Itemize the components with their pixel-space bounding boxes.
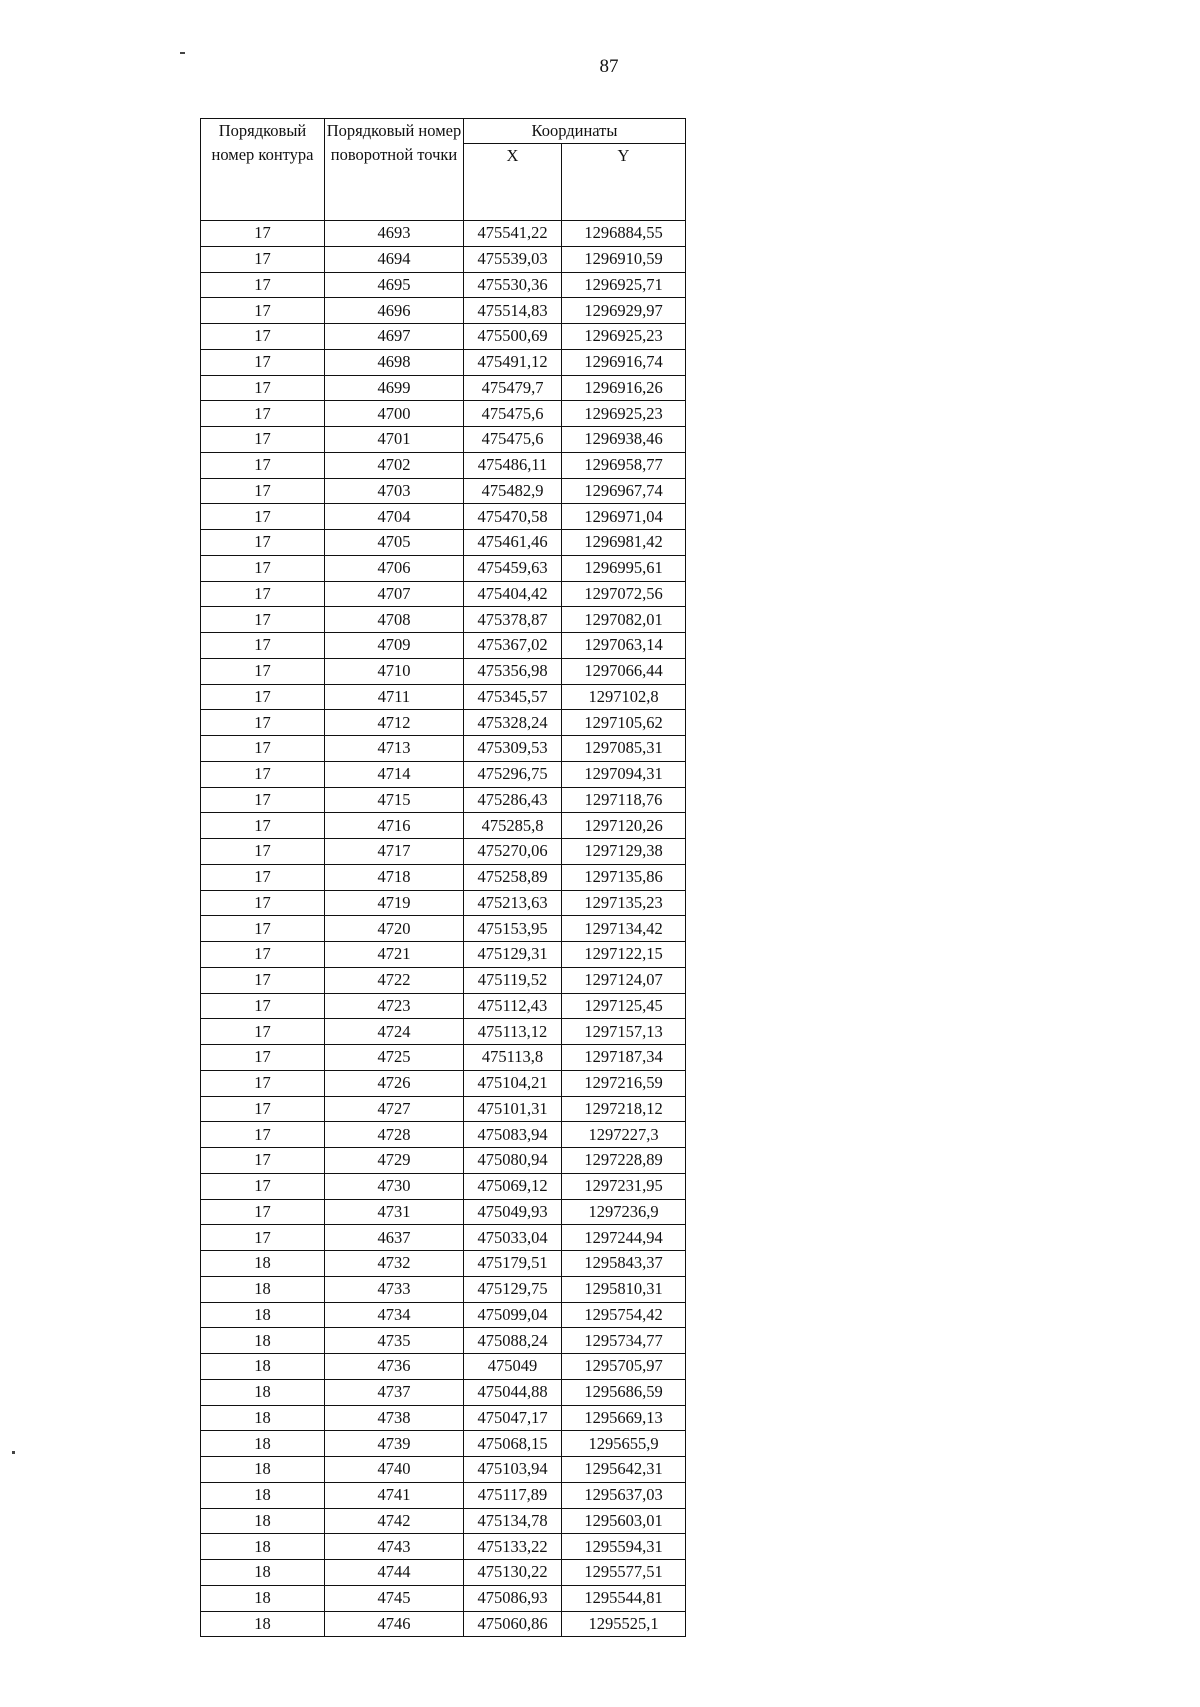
cell-y: 1297072,56: [562, 581, 686, 607]
table-row: [201, 478, 686, 504]
cell-y: 1297066,44: [562, 658, 686, 684]
cell-x: 475112,43: [464, 993, 562, 1019]
cell-contour-number: 18: [201, 1611, 325, 1637]
cell-x: 475088,24: [464, 1328, 562, 1354]
cell-contour-number: 17: [201, 864, 325, 890]
cell-contour-number: 18: [201, 1354, 325, 1380]
cell-point-number: 4707: [325, 581, 464, 607]
cell-contour-number: 18: [201, 1585, 325, 1611]
cell-x: 475113,12: [464, 1019, 562, 1045]
cell-contour-number: 17: [201, 504, 325, 530]
scan-speck: [180, 52, 185, 54]
table-row: [201, 1251, 686, 1277]
cell-contour-number: 17: [201, 1225, 325, 1251]
cell-y: 1296910,59: [562, 246, 686, 272]
cell-x: 475475,6: [464, 401, 562, 427]
cell-x: 475033,04: [464, 1225, 562, 1251]
cell-point-number: 4703: [325, 478, 464, 504]
cell-point-number: 4710: [325, 658, 464, 684]
table-row: [201, 684, 686, 710]
cell-x: 475378,87: [464, 607, 562, 633]
table-row: [201, 427, 686, 453]
cell-y: 1296929,97: [562, 298, 686, 324]
header-point-number: Порядковый номер поворотной точки: [325, 119, 464, 221]
cell-x: 475080,94: [464, 1148, 562, 1174]
cell-contour-number: 17: [201, 452, 325, 478]
cell-y: 1295754,42: [562, 1302, 686, 1328]
cell-contour-number: 17: [201, 787, 325, 813]
cell-x: 475134,78: [464, 1508, 562, 1534]
table-row: [201, 324, 686, 350]
cell-y: 1297122,15: [562, 942, 686, 968]
table-row: [201, 1431, 686, 1457]
cell-y: 1297227,3: [562, 1122, 686, 1148]
cell-point-number: 4697: [325, 324, 464, 350]
cell-x: 475099,04: [464, 1302, 562, 1328]
cell-point-number: 4730: [325, 1173, 464, 1199]
cell-y: 1295603,01: [562, 1508, 686, 1534]
cell-contour-number: 18: [201, 1482, 325, 1508]
cell-contour-number: 17: [201, 813, 325, 839]
cell-contour-number: 17: [201, 1019, 325, 1045]
cell-point-number: 4746: [325, 1611, 464, 1637]
table-row: [201, 1122, 686, 1148]
cell-x: 475101,31: [464, 1096, 562, 1122]
cell-point-number: 4738: [325, 1405, 464, 1431]
cell-x: 475404,42: [464, 581, 562, 607]
table-row: [201, 349, 686, 375]
cell-point-number: 4698: [325, 349, 464, 375]
table-row: [201, 401, 686, 427]
coordinates-table: [200, 118, 686, 1637]
cell-point-number: 4745: [325, 1585, 464, 1611]
table-row: [201, 1457, 686, 1483]
cell-y: 1295705,97: [562, 1354, 686, 1380]
cell-x: 475179,51: [464, 1251, 562, 1277]
cell-y: 1297085,31: [562, 736, 686, 762]
cell-x: 475486,11: [464, 452, 562, 478]
cell-contour-number: 17: [201, 349, 325, 375]
table-row: [201, 710, 686, 736]
table-row: [201, 504, 686, 530]
cell-contour-number: 17: [201, 942, 325, 968]
cell-y: 1296884,55: [562, 221, 686, 247]
table-row: [201, 1611, 686, 1637]
cell-x: 475296,75: [464, 761, 562, 787]
table-row: [201, 298, 686, 324]
cell-y: 1297228,89: [562, 1148, 686, 1174]
table-row: [201, 864, 686, 890]
cell-y: 1296981,42: [562, 530, 686, 556]
table-row: [201, 1173, 686, 1199]
cell-x: 475285,8: [464, 813, 562, 839]
cell-x: 475461,46: [464, 530, 562, 556]
cell-contour-number: 17: [201, 298, 325, 324]
cell-y: 1297236,9: [562, 1199, 686, 1225]
cell-x: 475491,12: [464, 349, 562, 375]
cell-y: 1297124,07: [562, 967, 686, 993]
cell-contour-number: 17: [201, 1070, 325, 1096]
table-row: [201, 375, 686, 401]
table-row: [201, 1560, 686, 1586]
cell-contour-number: 17: [201, 607, 325, 633]
cell-x: 475129,75: [464, 1276, 562, 1302]
cell-y: 1297094,31: [562, 761, 686, 787]
table-row: [201, 736, 686, 762]
table-row: [201, 1302, 686, 1328]
cell-x: 475133,22: [464, 1534, 562, 1560]
cell-x: 475153,95: [464, 916, 562, 942]
cell-contour-number: 17: [201, 736, 325, 762]
cell-y: 1295544,81: [562, 1585, 686, 1611]
cell-point-number: 4699: [325, 375, 464, 401]
cell-contour-number: 17: [201, 221, 325, 247]
cell-y: 1295810,31: [562, 1276, 686, 1302]
cell-point-number: 4718: [325, 864, 464, 890]
cell-contour-number: 18: [201, 1560, 325, 1586]
cell-point-number: 4728: [325, 1122, 464, 1148]
cell-y: 1297218,12: [562, 1096, 686, 1122]
cell-contour-number: 17: [201, 710, 325, 736]
cell-point-number: 4714: [325, 761, 464, 787]
cell-point-number: 4693: [325, 221, 464, 247]
table-row: [201, 1148, 686, 1174]
cell-y: 1297125,45: [562, 993, 686, 1019]
table-row: [201, 813, 686, 839]
cell-x: 475068,15: [464, 1431, 562, 1457]
cell-x: 475270,06: [464, 839, 562, 865]
cell-contour-number: 17: [201, 530, 325, 556]
table-row: [201, 555, 686, 581]
cell-point-number: 4702: [325, 452, 464, 478]
cell-point-number: 4708: [325, 607, 464, 633]
cell-x: 475083,94: [464, 1122, 562, 1148]
cell-x: 475367,02: [464, 633, 562, 659]
cell-contour-number: 17: [201, 993, 325, 1019]
cell-point-number: 4694: [325, 246, 464, 272]
table-row: [201, 1276, 686, 1302]
table-row: [201, 1354, 686, 1380]
cell-contour-number: 17: [201, 1122, 325, 1148]
cell-contour-number: 17: [201, 839, 325, 865]
cell-contour-number: 17: [201, 633, 325, 659]
table-row: [201, 633, 686, 659]
table-row: [201, 761, 686, 787]
table-row: [201, 942, 686, 968]
cell-y: 1295734,77: [562, 1328, 686, 1354]
header-y: Y: [562, 144, 686, 221]
cell-y: 1297063,14: [562, 633, 686, 659]
cell-y: 1296967,74: [562, 478, 686, 504]
cell-contour-number: 17: [201, 761, 325, 787]
cell-x: 475213,63: [464, 890, 562, 916]
cell-point-number: 4726: [325, 1070, 464, 1096]
cell-point-number: 4744: [325, 1560, 464, 1586]
cell-x: 475047,17: [464, 1405, 562, 1431]
cell-point-number: 4731: [325, 1199, 464, 1225]
table-row: [201, 221, 686, 247]
table-row: [201, 1225, 686, 1251]
cell-y: 1297082,01: [562, 607, 686, 633]
cell-point-number: 4722: [325, 967, 464, 993]
cell-point-number: 4696: [325, 298, 464, 324]
cell-y: 1297129,38: [562, 839, 686, 865]
cell-x: 475113,8: [464, 1045, 562, 1071]
cell-x: 475117,89: [464, 1482, 562, 1508]
cell-y: 1295642,31: [562, 1457, 686, 1483]
cell-x: 475069,12: [464, 1173, 562, 1199]
cell-x: 475086,93: [464, 1585, 562, 1611]
cell-y: 1297105,62: [562, 710, 686, 736]
cell-point-number: 4733: [325, 1276, 464, 1302]
cell-point-number: 4717: [325, 839, 464, 865]
cell-contour-number: 17: [201, 967, 325, 993]
cell-x: 475459,63: [464, 555, 562, 581]
cell-point-number: 4695: [325, 272, 464, 298]
cell-point-number: 4719: [325, 890, 464, 916]
table-row: [201, 607, 686, 633]
cell-x: 475470,58: [464, 504, 562, 530]
cell-contour-number: 18: [201, 1276, 325, 1302]
cell-y: 1296925,23: [562, 401, 686, 427]
cell-contour-number: 17: [201, 916, 325, 942]
cell-x: 475514,83: [464, 298, 562, 324]
cell-contour-number: 18: [201, 1251, 325, 1277]
cell-y: 1295525,1: [562, 1611, 686, 1637]
table-row: [201, 1199, 686, 1225]
cell-point-number: 4742: [325, 1508, 464, 1534]
table-row: [201, 890, 686, 916]
cell-contour-number: 17: [201, 684, 325, 710]
cell-contour-number: 17: [201, 427, 325, 453]
cell-x: 475328,24: [464, 710, 562, 736]
scan-speck: [12, 1451, 15, 1454]
cell-contour-number: 17: [201, 478, 325, 504]
cell-contour-number: 17: [201, 375, 325, 401]
cell-point-number: 4700: [325, 401, 464, 427]
cell-x: 475119,52: [464, 967, 562, 993]
cell-y: 1295637,03: [562, 1482, 686, 1508]
cell-y: 1297157,13: [562, 1019, 686, 1045]
cell-contour-number: 17: [201, 401, 325, 427]
cell-x: 475060,86: [464, 1611, 562, 1637]
table-row: [201, 272, 686, 298]
cell-x: 475345,57: [464, 684, 562, 710]
cell-y: 1297216,59: [562, 1070, 686, 1096]
cell-y: 1295686,59: [562, 1379, 686, 1405]
cell-y: 1295594,31: [562, 1534, 686, 1560]
cell-point-number: 4737: [325, 1379, 464, 1405]
cell-contour-number: 18: [201, 1379, 325, 1405]
cell-contour-number: 17: [201, 581, 325, 607]
table-row: [201, 916, 686, 942]
cell-y: 1295577,51: [562, 1560, 686, 1586]
cell-x: 475475,6: [464, 427, 562, 453]
table-row: [201, 530, 686, 556]
cell-point-number: 4637: [325, 1225, 464, 1251]
cell-point-number: 4704: [325, 504, 464, 530]
table-row: [201, 246, 686, 272]
cell-point-number: 4723: [325, 993, 464, 1019]
cell-point-number: 4725: [325, 1045, 464, 1071]
cell-contour-number: 17: [201, 1199, 325, 1225]
header-contour-number: Порядковый номер контура: [201, 119, 325, 221]
cell-x: 475482,9: [464, 478, 562, 504]
cell-x: 475479,7: [464, 375, 562, 401]
cell-x: 475541,22: [464, 221, 562, 247]
cell-x: 475044,88: [464, 1379, 562, 1405]
table-row: [201, 1070, 686, 1096]
cell-contour-number: 17: [201, 272, 325, 298]
table-row: [201, 967, 686, 993]
cell-y: 1297244,94: [562, 1225, 686, 1251]
table-row: [201, 1379, 686, 1405]
cell-x: 475500,69: [464, 324, 562, 350]
page-number: 87: [599, 56, 619, 77]
cell-point-number: 4727: [325, 1096, 464, 1122]
table-row: [201, 993, 686, 1019]
cell-point-number: 4740: [325, 1457, 464, 1483]
cell-x: 475309,53: [464, 736, 562, 762]
cell-contour-number: 17: [201, 1148, 325, 1174]
cell-point-number: 4716: [325, 813, 464, 839]
cell-contour-number: 17: [201, 890, 325, 916]
cell-y: 1297187,34: [562, 1045, 686, 1071]
table-row: [201, 581, 686, 607]
cell-point-number: 4736: [325, 1354, 464, 1380]
header-x: X: [464, 144, 562, 221]
table-row: [201, 787, 686, 813]
cell-contour-number: 18: [201, 1431, 325, 1457]
cell-contour-number: 17: [201, 324, 325, 350]
table-row: [201, 1585, 686, 1611]
cell-y: 1297135,86: [562, 864, 686, 890]
table-row: [201, 839, 686, 865]
cell-point-number: 4741: [325, 1482, 464, 1508]
cell-x: 475530,36: [464, 272, 562, 298]
cell-contour-number: 17: [201, 1096, 325, 1122]
table-row: [201, 1534, 686, 1560]
cell-y: 1296938,46: [562, 427, 686, 453]
cell-x: 475049: [464, 1354, 562, 1380]
cell-point-number: 4701: [325, 427, 464, 453]
cell-point-number: 4743: [325, 1534, 464, 1560]
cell-contour-number: 17: [201, 658, 325, 684]
cell-point-number: 4721: [325, 942, 464, 968]
cell-x: 475130,22: [464, 1560, 562, 1586]
cell-x: 475049,93: [464, 1199, 562, 1225]
cell-x: 475103,94: [464, 1457, 562, 1483]
cell-contour-number: 17: [201, 1173, 325, 1199]
cell-x: 475104,21: [464, 1070, 562, 1096]
table-row: [201, 658, 686, 684]
cell-x: 475258,89: [464, 864, 562, 890]
cell-point-number: 4715: [325, 787, 464, 813]
cell-point-number: 4734: [325, 1302, 464, 1328]
cell-y: 1296916,74: [562, 349, 686, 375]
table-row: [201, 452, 686, 478]
cell-y: 1295655,9: [562, 1431, 686, 1457]
table-row: [201, 1508, 686, 1534]
cell-point-number: 4732: [325, 1251, 464, 1277]
cell-x: 475286,43: [464, 787, 562, 813]
table-row: [201, 1328, 686, 1354]
cell-contour-number: 18: [201, 1508, 325, 1534]
cell-y: 1296971,04: [562, 504, 686, 530]
cell-y: 1297134,42: [562, 916, 686, 942]
cell-contour-number: 18: [201, 1302, 325, 1328]
cell-point-number: 4709: [325, 633, 464, 659]
cell-point-number: 4735: [325, 1328, 464, 1354]
cell-contour-number: 18: [201, 1328, 325, 1354]
cell-y: 1296916,26: [562, 375, 686, 401]
cell-y: 1297231,95: [562, 1173, 686, 1199]
cell-y: 1297120,26: [562, 813, 686, 839]
cell-y: 1296995,61: [562, 555, 686, 581]
table-body: [201, 221, 686, 1637]
cell-point-number: 4724: [325, 1019, 464, 1045]
cell-contour-number: 18: [201, 1405, 325, 1431]
cell-point-number: 4705: [325, 530, 464, 556]
cell-y: 1297135,23: [562, 890, 686, 916]
cell-contour-number: 18: [201, 1534, 325, 1560]
cell-y: 1296925,23: [562, 324, 686, 350]
cell-contour-number: 17: [201, 1045, 325, 1071]
cell-point-number: 4712: [325, 710, 464, 736]
cell-point-number: 4713: [325, 736, 464, 762]
cell-y: 1297118,76: [562, 787, 686, 813]
cell-contour-number: 17: [201, 246, 325, 272]
cell-x: 475356,98: [464, 658, 562, 684]
cell-point-number: 4706: [325, 555, 464, 581]
cell-point-number: 4711: [325, 684, 464, 710]
header-coordinates: Координаты: [464, 119, 686, 144]
cell-contour-number: 17: [201, 555, 325, 581]
cell-y: 1296958,77: [562, 452, 686, 478]
cell-contour-number: 18: [201, 1457, 325, 1483]
table-row: [201, 1045, 686, 1071]
cell-y: 1295669,13: [562, 1405, 686, 1431]
table-row: [201, 1096, 686, 1122]
table-row: [201, 1482, 686, 1508]
cell-y: 1295843,37: [562, 1251, 686, 1277]
table-row: [201, 1019, 686, 1045]
cell-point-number: 4739: [325, 1431, 464, 1457]
table-row: [201, 1405, 686, 1431]
cell-x: 475539,03: [464, 246, 562, 272]
cell-point-number: 4720: [325, 916, 464, 942]
cell-x: 475129,31: [464, 942, 562, 968]
cell-point-number: 4729: [325, 1148, 464, 1174]
cell-y: 1297102,8: [562, 684, 686, 710]
cell-y: 1296925,71: [562, 272, 686, 298]
